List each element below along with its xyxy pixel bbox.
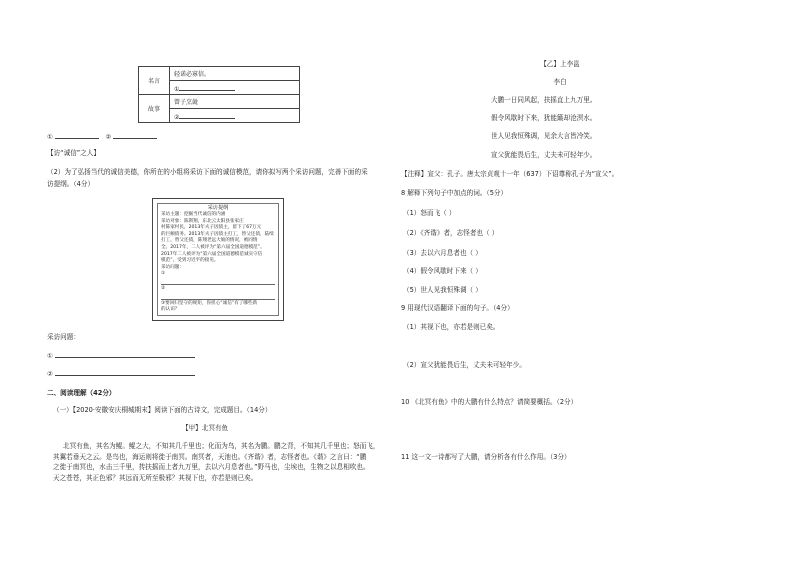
subsection-one-heading: （一）【2020·安徽安庆桐城期末】阅读下面的古诗文，完成题目。（14分） (53, 406, 272, 414)
q9-item-2: （2）宣父犹能畏后生，丈夫未可轻年少。 (403, 361, 526, 369)
poem-note: 【注释】宣父：孔子。唐太宗贞观十一年（637）下诏尊称孔子为“宣父”。 (401, 170, 619, 178)
visit-no-1: ① (47, 352, 53, 360)
outline-object-2: 村陈家村民，2013年夫子因债主，留下了67万元 (161, 225, 262, 231)
poem-line-3: 世人见我恒殊调，见余大言皆冷笑。 (491, 132, 597, 140)
section-2-heading: 二、阅读理解（42分） (47, 389, 116, 397)
passage-line-2: 其翼若垂天之云。是鸟也，海运则将徙于南冥。南冥者，天池也。《齐谐》者，志怪者也。《谐》之言曰：“鹏 (53, 452, 367, 461)
q8-item-4: （4）假令风歇时下来（ ） (403, 267, 482, 275)
poem-author: 李白 (553, 78, 567, 86)
outline-q2-no: ② (161, 285, 166, 291)
question-10: 10 《北冥有鱼》中的大鹏有什么特点？请简要概括。（2分） (401, 398, 578, 406)
poem-line-1: 大鹏一日同风起，扶摇直上九万里。 (491, 96, 597, 104)
visit-question-2[interactable] (47, 368, 195, 379)
question-2-line-1: （2）为了弘扬当代的诚信美德，你所在的小组将采访下面的诚信模范，请你拟写两个采访问题，完善下面的采 (47, 168, 368, 176)
visit-blank-1[interactable] (55, 350, 195, 358)
outline-q3-line-1: ③要回归坚守的规矩，你担心“诚信”有了哪些新 (161, 300, 258, 306)
proverb-story-table (138, 66, 300, 123)
q8-item-5: （5）世人见我恒殊调（ ） (403, 286, 482, 294)
passage-jia (53, 441, 383, 483)
outline-q3-line-2: 的认识？ (161, 307, 180, 313)
answer-no-1: ① (47, 133, 53, 141)
question-9: 9 用现代汉语翻译下面的句子。（4分） (401, 304, 514, 312)
q8-item-2: （2）《齐谐》者，志怪者也（ ） (403, 229, 499, 237)
passage-jia-title: 【甲】北冥有鱼 (182, 424, 229, 432)
passage-line-3: 之徙于南冥也，水击三千里，抟扶摇而上者九万里，去以六月息者也。”野马也，尘埃也，生物之以息相吹也。 (53, 463, 370, 471)
answer-blank-1[interactable] (55, 131, 99, 139)
proverb-blank[interactable] (170, 81, 300, 95)
interview-outline-inner (157, 203, 279, 316)
poem-title: 【乙】上李邕 (540, 60, 580, 68)
passage-line-1: 北冥有鱼，其名为鲲。鲲之大，不知其几千里也；化而为鸟，其名为鹏。鹏之背，不知其几千里也；怒而飞， (63, 442, 380, 450)
q9-item-1: （1）其视下也，亦若是则已矣。 (403, 323, 500, 331)
outline-object-5: 全。2017年，二人被评为“第六届全国道德模范”。 (161, 244, 265, 250)
outline-questions-label: 采访问题： (161, 264, 184, 270)
story-blank[interactable] (170, 109, 300, 123)
blank-line[interactable] (179, 83, 235, 91)
outline-object-7: 模范”，受到习近平的接见。 (161, 258, 219, 264)
answer-row (47, 131, 157, 142)
story-text: 曾子烹彘 (170, 95, 300, 109)
question-11: 11 这一文一诗都写了大鹏，请分析各有什么作用。（3分） (401, 453, 571, 461)
outline-object-1: 采访对象：陈斯翔，东北云太阳县张家庄 (161, 218, 244, 224)
blank-number-2: ② (174, 113, 180, 121)
visit-blank-2[interactable] (55, 368, 195, 376)
q8-item-3: （3）去以六月息者也（ ） (403, 249, 482, 257)
blank-line[interactable] (179, 111, 235, 119)
visit-no-2: ② (47, 370, 53, 378)
row-label-story: 故事 (139, 95, 170, 123)
row-label-proverb: 名言 (139, 67, 170, 95)
interview-outline-box (152, 198, 284, 321)
outline-object-4: 打工，替父还债，陈翔老远大娘的情况，被同情 (161, 238, 258, 244)
outline-q2-line[interactable] (161, 293, 275, 300)
visit-question-1[interactable] (47, 350, 195, 361)
outline-q2[interactable] (158, 286, 278, 293)
proverb-text: 轻诺必寡信。 (170, 67, 300, 81)
q8-item-1: （1）怒而飞（ ） (403, 209, 456, 217)
outline-object-3: 的巨额债务。2013年夫子因债主打工，替父还债，陆续 (161, 231, 274, 237)
question-2-line-2: 访提纲。（4分） (47, 180, 95, 188)
blank-number-1: ① (174, 85, 180, 93)
outline-theme: 采访主题：挖掘当代诚信的内涵 (161, 212, 226, 217)
section-visit-heading: 【访“诚信”之人】 (47, 149, 100, 157)
outline-q1[interactable] (158, 271, 278, 278)
poem-line-2: 假令风歇时下来，犹能簸却沧溟水。 (491, 114, 597, 122)
visit-questions-label: 采访问题： (47, 333, 80, 341)
outline-q1-no: ① (161, 271, 166, 277)
outline-q1-line[interactable] (161, 278, 275, 285)
answer-no-2: ② (105, 133, 112, 141)
poem-line-4: 宣父犹能畏后生，丈夫未可轻年少。 (491, 151, 597, 159)
outline-title: 采访提纲 (207, 205, 229, 211)
outline-object-6: 2017年二人被评为“第六届全国道德模范诚实守信 (161, 251, 263, 257)
question-8: 8 解释下列句子中加点的词。（5分） (401, 189, 508, 197)
answer-blank-2[interactable] (113, 131, 157, 139)
passage-line-4: 天之苍苍，其正色邪？其远而无所至极邪？其视下也，亦若是则已矣。 (53, 473, 258, 482)
